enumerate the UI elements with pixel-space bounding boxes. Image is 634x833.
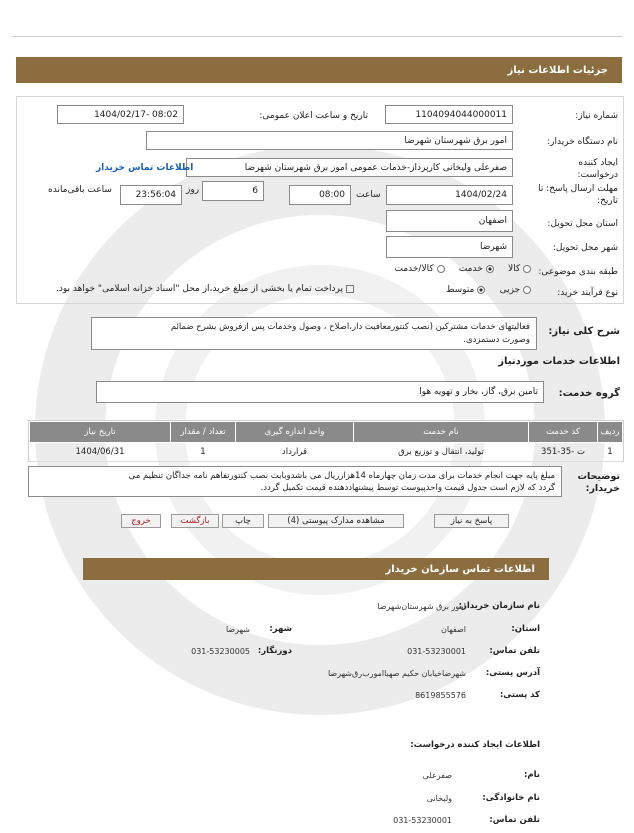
col-index: ردیف	[598, 422, 623, 443]
contact-header	[83, 558, 549, 580]
summary-label: شرح کلی نیاز:	[548, 326, 620, 337]
summary-box	[91, 317, 537, 350]
process-medium-radio[interactable]: متوسط	[446, 285, 485, 295]
exit-button[interactable]: خروج	[121, 514, 161, 528]
col-date: تاریخ نیاز	[30, 422, 171, 443]
remaining-time-field: 23:56:04	[120, 185, 182, 205]
col-unit: واحد اندازه گیری	[236, 422, 354, 443]
items-table-header	[30, 422, 623, 443]
contact-org-label: نام سازمان خریدار:	[458, 601, 540, 611]
announce-label: تاریخ و ساعت اعلان عمومی:	[259, 111, 368, 121]
process-minor-radio[interactable]: جزیی	[500, 285, 531, 295]
row-index: 1	[598, 443, 623, 462]
city-label: شهر محل تحویل:	[552, 243, 618, 253]
contact-address-label: آدرس پستی:	[485, 668, 540, 678]
days-field: 6	[202, 181, 264, 201]
payment-checkbox[interactable]	[346, 285, 354, 293]
service-group-label: گروه خدمت:	[558, 388, 620, 399]
need-number-label: شماره نیاز:	[575, 111, 618, 121]
buyer-org-field: امور برق شهرستان شهرضا	[146, 131, 513, 150]
city-field: شهرضا	[386, 236, 513, 258]
row-name: تولید، انتقال و توزیع برق	[354, 443, 529, 462]
contact-address-value: شهرضاخیابان حکیم صهباامورب‌رق‌شهرضا	[327, 669, 466, 678]
view-documents-button[interactable]: مشاهده مدارک پیوستی (4)	[268, 514, 404, 528]
contact-city-label: شهر:	[269, 624, 292, 634]
creator-phone-value: 031-53230001	[393, 816, 452, 825]
summary-line-1: فعالیتهای خدمات مشترکین (نصب کنتورمعافیت دار،اصلاح ، وصول وخدمات پس ازفروش بشرح ضمائم	[170, 322, 530, 332]
table-row	[30, 443, 623, 462]
items-table	[29, 421, 623, 462]
category-goods-radio[interactable]: کالا	[508, 264, 531, 274]
creator-phone-label: تلفن تماس:	[489, 815, 540, 825]
creator-last-name-value: ولیخانی	[426, 794, 452, 803]
col-name: نام خدمت	[354, 422, 529, 443]
deadline-time-label: ساعت	[356, 190, 381, 200]
notes-label: توضیحات خریدار:	[577, 471, 620, 494]
items-table-wrap	[28, 420, 624, 462]
row-unit: قرارداد	[236, 443, 354, 462]
page-title: جزئیات اطلاعات نیاز	[507, 64, 608, 76]
notes-box	[28, 466, 562, 497]
contact-city-value: شهرضا	[225, 625, 250, 634]
contact-province-value: اصفهان	[440, 625, 466, 634]
contact-title: اطلاعات تماس سازمان خریدار	[385, 563, 535, 575]
contact-province-label: استان:	[511, 624, 540, 634]
back-button[interactable]: بازگشت	[171, 514, 219, 528]
row-qty: 1	[171, 443, 236, 462]
contact-info-link[interactable]: اطلاعات تماس خریدار	[96, 163, 194, 173]
row-code: ت -35-351	[529, 443, 598, 462]
province-field: اصفهان	[386, 210, 513, 232]
contact-phone-label: تلفن تماس:	[489, 646, 540, 656]
col-qty: تعداد / مقدار	[171, 422, 236, 443]
creator-label: ایجاد کننده درخواست:	[577, 158, 618, 180]
notes-line-2: گردد که لازم است جدول قیمت واحدپیوست توسط پیشنهاددهنده قیمت تکمیل گردد.	[260, 483, 555, 493]
announce-field: 1404/02/17- 08:02	[57, 105, 184, 124]
category-goods-service-radio[interactable]: کالا/خدمت	[394, 264, 444, 274]
print-button[interactable]: چاپ	[222, 514, 264, 528]
creator-last-name-label: نام خانوادگی:	[482, 793, 540, 803]
creator-field: صفرعلی ولیخانی کارپرداز-خدمات عمومی امور برق شهرستان شهرضا	[186, 158, 513, 177]
page-header	[16, 57, 622, 83]
province-label: استان محل تحویل:	[547, 219, 618, 229]
contact-postal-value: 8619855576	[415, 691, 466, 700]
process-radio-group	[446, 285, 531, 295]
notes-line-1: مبلغ پایه جهت انجام خدمات برای مدت زمان چهارماه 14هزارریال می باشدوبابت نصب کنتورتفاهم نامه جداگان تنظیم می	[128, 471, 555, 481]
payment-text: پرداخت تمام یا بخشی از مبلغ خرید،از محل "اسناد خزانه اسلامی" خواهد بود.	[56, 284, 344, 294]
category-radio-group	[394, 264, 531, 274]
deadline-label: مهلت ارسال پاسخ: تا تاریخ:	[538, 184, 618, 206]
creator-section-title: اطلاعات ایجاد کننده درخواست:	[410, 740, 540, 750]
deadline-time-field: 08:00	[289, 185, 351, 205]
process-label: نوع فرآیند خرید:	[557, 288, 618, 298]
buyer-org-label: نام دستگاه خریدار:	[547, 137, 618, 147]
need-number-field: 1104094044000011	[385, 105, 513, 124]
contact-phone-value: 031-53230001	[407, 647, 466, 656]
reply-button[interactable]: پاسخ به نیاز	[434, 514, 509, 528]
row-date: 1404/06/31	[30, 443, 171, 462]
deadline-date-field: 1404/02/24	[386, 185, 513, 205]
contact-org-value: امور برق شهرستان‌شهرضا	[377, 602, 466, 611]
summary-line-2: وصورت دستمزدی.	[463, 335, 530, 345]
contact-postal-label: کد پستی:	[499, 690, 540, 700]
service-group-field: تامین برق، گاز، بخار و تهویه هوا	[96, 381, 544, 403]
payment-checkbox-row	[56, 284, 354, 294]
contact-fax-label: دورنگار:	[257, 646, 292, 656]
category-service-radio[interactable]: خدمت	[459, 264, 494, 274]
contact-fax-value: 031-53230005	[191, 647, 250, 656]
top-divider	[12, 36, 622, 37]
remaining-label: ساعت باقی‌مانده	[48, 185, 112, 195]
category-label: طبقه بندی موضوعی:	[538, 267, 618, 277]
services-title: اطلاعات خدمات موردنیاز	[498, 356, 620, 367]
creator-first-name-label: نام:	[523, 770, 540, 780]
col-code: کد خدمت	[529, 422, 598, 443]
creator-first-name-value: صفرعلی	[422, 771, 452, 780]
days-label: روز	[186, 185, 200, 195]
